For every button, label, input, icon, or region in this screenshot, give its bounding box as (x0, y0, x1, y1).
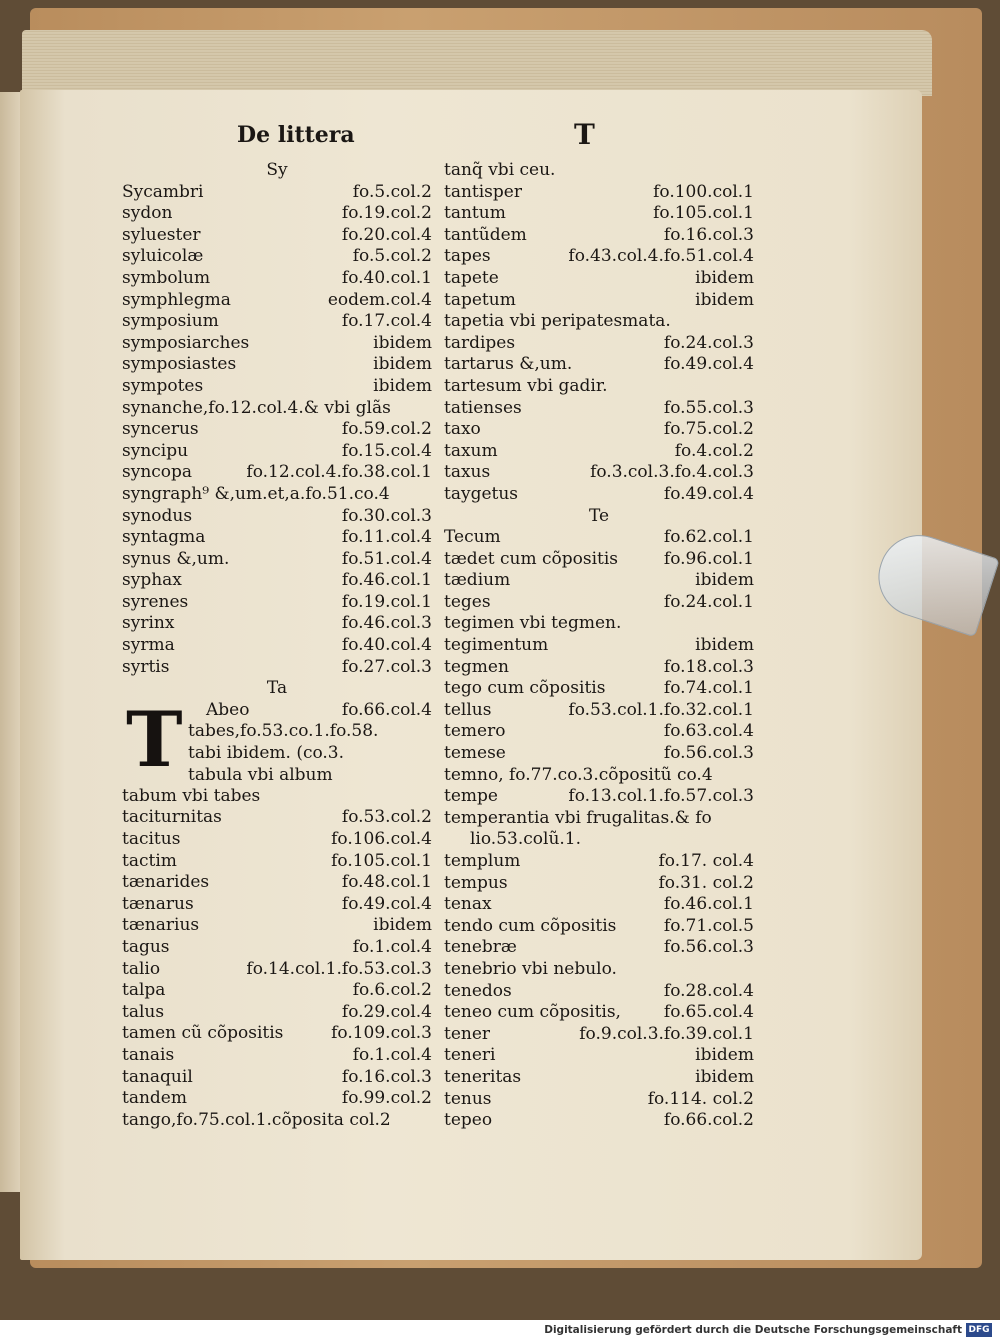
index-entry (122, 1088, 432, 1110)
index-entry (122, 398, 432, 420)
entry-reference: fo.29.col.4 (341, 1001, 432, 1022)
index-entry (122, 1002, 432, 1024)
entry-term: Sycambri (122, 181, 204, 202)
initial-block (122, 694, 432, 786)
entry-term: Tecum (444, 527, 501, 548)
entry-reference: ibidem (695, 289, 754, 310)
entry-reference: fo.75.col.2 (663, 419, 754, 440)
index-entry (122, 851, 432, 873)
entry-term: taxum (444, 440, 498, 461)
index-entry (122, 419, 432, 441)
index-entry (444, 1024, 754, 1046)
entry-reference: fo.1.col.4 (352, 937, 432, 957)
entry-reference: fo.19.col.2 (341, 203, 432, 224)
entry-reference: eodem.col.4 (327, 289, 432, 310)
index-entry (444, 441, 754, 463)
index-entry (444, 354, 754, 376)
entry-reference: fo.56.col.3 (663, 937, 754, 958)
entry-term: taciturnitas (122, 807, 222, 828)
left-column (122, 160, 432, 1131)
entry-term: tenedos (444, 980, 512, 1001)
initial-line: tabes,fo.53.co.1.fo.58. (188, 721, 379, 742)
index-entry (444, 894, 754, 916)
index-entry (122, 354, 432, 376)
entry-term: teneri (444, 1045, 496, 1066)
index-entry (122, 333, 432, 355)
entry-reference: fo.40.col.4 (341, 635, 432, 656)
entry-term: talio (122, 958, 161, 979)
entry-reference: fo.17.col.4 (341, 311, 432, 332)
entry-reference: fo.106.col.4 (331, 829, 432, 850)
entry-reference: fo.18.col.3 (663, 656, 754, 677)
entry-reference: fo.27.col.3 (341, 656, 432, 677)
entry-reference: fo.53.col.1.fo.32.col.1 (568, 699, 754, 720)
initial-line: Abeo (206, 699, 250, 720)
entry-term: temno, fo.77.co.3.cõpositũ co.4 (444, 764, 713, 785)
entry-term: tegimen vbi tegmen. (444, 613, 622, 634)
index-entry (122, 268, 432, 290)
entry-reference: fo.48.col.1 (341, 872, 432, 893)
entry-reference: fo.3.col.3.fo.4.col.3 (590, 462, 754, 483)
index-entry (444, 635, 754, 657)
entry-term: sydon (122, 203, 173, 224)
entry-reference: fo.11.col.4 (341, 527, 432, 548)
index-entry (122, 635, 432, 657)
entry-term: temese (444, 743, 506, 764)
index-entry (122, 311, 432, 333)
index-entry (444, 160, 754, 182)
index-entry (122, 894, 432, 916)
entry-reference: fo.24.col.1 (663, 591, 754, 612)
entry-term: templum (444, 851, 521, 871)
entry-reference: ibidem (373, 915, 432, 936)
entry-term: syluicolæ (122, 246, 204, 267)
index-entry (122, 527, 432, 549)
entry-term: tenus (444, 1088, 492, 1109)
index-entry (444, 873, 754, 895)
index-entry (122, 203, 432, 225)
entry-reference: fo.71.col.5 (663, 915, 754, 936)
running-head-left: De littera (237, 122, 355, 148)
entry-term: Sy (266, 160, 288, 180)
index-entry (122, 959, 432, 981)
entry-term: tenax (444, 894, 492, 915)
index-entry (444, 937, 754, 959)
entry-term: tænarius (122, 915, 200, 936)
entry-reference: fo.13.col.1.fo.57.col.3 (568, 786, 754, 807)
entry-reference: fo.53.col.2 (341, 807, 432, 828)
entry-term: teneritas (444, 1066, 522, 1087)
entry-term: tatienses (444, 397, 522, 418)
index-entry (444, 246, 754, 268)
entry-reference: fo.4.col.2 (674, 440, 754, 461)
entry-term: symposium (122, 311, 219, 332)
entry-term: syrtis (122, 656, 170, 677)
index-entry (122, 506, 432, 528)
entry-term: symphlegma (122, 289, 231, 310)
index-entry (122, 613, 432, 635)
initial-line: tabi ibidem. (co.3. (188, 743, 345, 764)
entry-term: tempe (444, 786, 498, 807)
entry-term: tantũdem (444, 224, 527, 245)
index-entry (444, 765, 754, 787)
entry-term: lio.53.colũ.1. (470, 829, 582, 850)
index-entry (444, 376, 754, 398)
index-entry (444, 981, 754, 1003)
index-entry (444, 808, 754, 830)
entry-term: tapetia vbi peripatesmata. (444, 311, 671, 332)
entry-reference: fo.46.col.1 (341, 570, 432, 591)
entry-reference: fo.5.col.2 (352, 246, 432, 267)
entry-term: teges (444, 591, 491, 612)
index-entry (444, 290, 754, 312)
entry-reference: fo.40.col.1 (341, 267, 432, 288)
entry-term: tanaquil (122, 1066, 193, 1087)
index-entry (444, 657, 754, 679)
entry-reference: ibidem (373, 332, 432, 353)
entry-term: syncerus (122, 419, 199, 440)
entry-term: tellus (444, 699, 492, 720)
entry-reference: ibidem (373, 354, 432, 375)
entry-term: talpa (122, 980, 166, 1001)
entry-reference: fo.49.col.4 (341, 893, 432, 914)
entry-term: syncipu (122, 440, 189, 461)
index-entry (122, 462, 432, 484)
page-edges (22, 30, 932, 96)
index-entry (444, 743, 754, 765)
entry-term: tactim (122, 850, 177, 871)
entry-term: syluester (122, 224, 201, 245)
index-entry (444, 700, 754, 722)
index-entry (122, 441, 432, 463)
index-entry (122, 872, 432, 894)
entry-term: tandem (122, 1088, 187, 1109)
index-entry (444, 1089, 754, 1111)
entry-term: tænarides (122, 872, 210, 893)
entry-reference: fo.114. col.2 (647, 1088, 754, 1109)
entry-term: tapes (444, 246, 491, 267)
entry-reference: ibidem (695, 570, 754, 591)
entry-reference: fo.16.col.3 (663, 224, 754, 245)
index-entry (444, 1110, 754, 1132)
index-entry (122, 592, 432, 614)
index-entry (444, 851, 754, 873)
index-entry (444, 678, 754, 700)
entry-term: syrinx (122, 613, 175, 634)
index-entry (444, 333, 754, 355)
index-entry (122, 1023, 432, 1045)
entry-term: tartesum vbi gadir. (444, 375, 608, 396)
entry-reference: fo.49.col.4 (663, 483, 754, 504)
entry-reference: fo.49.col.4 (663, 354, 754, 375)
initial-line: tabula vbi album (188, 764, 333, 785)
entry-reference: fo.20.col.4 (341, 224, 432, 245)
entry-term: tantum (444, 203, 506, 224)
entry-reference: fo.17. col.4 (658, 851, 754, 871)
entry-reference: fo.14.col.1.fo.53.col.3 (246, 958, 432, 979)
entry-term: temperantia vbi frugalitas.& fo (444, 807, 712, 828)
entry-term: tegimentum (444, 635, 549, 656)
entry-term: tagus (122, 937, 170, 957)
index-entry (444, 570, 754, 592)
entry-reference: fo.12.col.4.fo.38.col.1 (246, 462, 432, 483)
entry-reference: ibidem (695, 635, 754, 656)
entry-term: tamen cũ cõpositis (122, 1023, 284, 1044)
index-entry (444, 592, 754, 614)
index-entry (122, 1045, 432, 1067)
entry-reference: fo.43.col.4.fo.51.col.4 (568, 246, 754, 267)
entry-reference: fo.66.col.2 (663, 1110, 754, 1131)
index-entry (122, 225, 432, 247)
entry-reference: fo.5.col.2 (352, 181, 432, 202)
section-heading (444, 506, 754, 528)
index-entry (122, 246, 432, 268)
index-entry (444, 203, 754, 225)
index-entry (444, 462, 754, 484)
index-entry (444, 549, 754, 571)
entry-reference: fo.109.col.3 (331, 1023, 432, 1044)
entry-term: tænarus (122, 893, 194, 914)
entry-term: tartarus &,um. (444, 354, 573, 375)
entry-term: tabum vbi tabes (122, 785, 261, 806)
drop-cap-initial: T (126, 694, 183, 784)
entry-term: taxo (444, 419, 481, 440)
entry-term: taxus (444, 462, 491, 483)
index-entry (444, 1002, 754, 1024)
entry-reference: fo.24.col.3 (663, 332, 754, 353)
index-entry (122, 376, 432, 398)
index-entry (444, 959, 754, 981)
entry-term: tantisper (444, 181, 522, 202)
index-entry (122, 829, 432, 851)
index-entry (122, 182, 432, 204)
entry-term: tepeo (444, 1110, 493, 1131)
entry-term: symposiarches (122, 332, 250, 353)
entry-term: tapete (444, 267, 499, 288)
index-entry (122, 807, 432, 829)
entry-reference: fo.55.col.3 (663, 397, 754, 418)
index-entry (444, 721, 754, 743)
index-entry (122, 1067, 432, 1089)
entry-term: syntagma (122, 527, 206, 548)
entry-term: tango,fo.75.col.1.cõposita col.2 (122, 1109, 391, 1130)
entry-term: symposiastes (122, 354, 237, 375)
index-entry (122, 549, 432, 571)
entry-term: tener (444, 1023, 491, 1044)
entry-term: syngraph⁹ &,um.et,a.fo.51.co.4 (122, 483, 390, 504)
index-entry (444, 419, 754, 441)
entry-term: tego cum cõpositis (444, 678, 606, 699)
entry-reference: fo.30.col.3 (341, 505, 432, 526)
entry-reference: fo.31. col.2 (658, 872, 754, 893)
footer-bar (0, 1320, 1000, 1341)
entry-reference: fo.16.col.3 (341, 1066, 432, 1087)
index-entry (122, 657, 432, 679)
entry-reference: fo.1.col.4 (352, 1044, 432, 1065)
index-entry (444, 268, 754, 290)
index-entry (122, 570, 432, 592)
entry-term: synodus (122, 505, 193, 526)
entry-term: syrma (122, 635, 175, 656)
index-entry (122, 1110, 432, 1132)
entry-term: tendo cum cõpositis (444, 915, 617, 936)
entry-term: tegmen (444, 656, 509, 677)
entry-reference: fo.96.col.1 (663, 548, 754, 569)
index-entry (444, 484, 754, 506)
entry-reference: fo.105.col.1 (331, 850, 432, 871)
index-entry (444, 398, 754, 420)
entry-reference: ibidem (373, 375, 432, 396)
index-entry (122, 980, 432, 1002)
entry-term: talus (122, 1001, 165, 1022)
index-entry (122, 786, 432, 808)
entry-reference: ibidem (695, 267, 754, 288)
entry-term: tapetum (444, 289, 516, 310)
index-entry (444, 527, 754, 549)
entry-reference: fo.63.col.4 (663, 721, 754, 742)
entry-term: tædium (444, 570, 511, 591)
entry-term: tacitus (122, 829, 181, 850)
entry-reference: fo.66.col.4 (341, 699, 432, 720)
entry-reference: fo.105.col.1 (653, 203, 754, 224)
entry-reference: fo.62.col.1 (663, 527, 754, 548)
index-entry (444, 829, 754, 851)
entry-term: teneo cum cõpositis, (444, 1002, 621, 1023)
index-entry (444, 311, 754, 333)
entry-reference: fo.59.col.2 (341, 419, 432, 440)
footer-credit: Digitalisierung gefördert durch die Deutsche Forschungsgemeinschaft (544, 1324, 962, 1336)
entry-reference: fo.46.col.1 (663, 894, 754, 915)
index-entry (122, 937, 432, 959)
entry-term: temero (444, 721, 506, 742)
entry-term: symbolum (122, 267, 211, 288)
entry-term: sympotes (122, 375, 204, 396)
right-column (444, 160, 754, 1132)
entry-reference: fo.65.col.4 (663, 1002, 754, 1023)
entry-term: tenebrio vbi nebulo. (444, 958, 617, 979)
entry-term: tanais (122, 1044, 175, 1065)
dfg-logo: DFG (966, 1323, 992, 1337)
index-entry (444, 786, 754, 808)
entry-reference: fo.28.col.4 (663, 980, 754, 1001)
entry-reference: ibidem (695, 1066, 754, 1087)
entry-reference: fo.100.col.1 (653, 181, 754, 202)
entry-term: syncopa (122, 462, 193, 483)
entry-term: tenebræ (444, 937, 517, 958)
index-entry (444, 225, 754, 247)
entry-reference: fo.74.col.1 (663, 678, 754, 699)
entry-term: tædet cum cõpositis (444, 548, 619, 569)
entry-term: syphax (122, 570, 182, 591)
entry-term: synus &,um. (122, 548, 230, 569)
entry-term: tanq̃ vbi ceu. (444, 160, 556, 180)
entry-term: taygetus (444, 483, 519, 504)
entry-reference: fo.6.col.2 (352, 980, 432, 1001)
entry-reference: fo.99.col.2 (341, 1088, 432, 1109)
entry-term: tempus (444, 872, 508, 893)
entry-term: syrenes (122, 591, 189, 612)
entry-reference: fo.51.col.4 (341, 548, 432, 569)
entry-reference: fo.9.col.3.fo.39.col.1 (579, 1023, 754, 1044)
index-entry (122, 290, 432, 312)
index-entry (444, 613, 754, 635)
entry-term: Ta (266, 678, 288, 699)
section-heading (122, 160, 432, 182)
entry-reference: fo.19.col.1 (341, 591, 432, 612)
entry-term: Te (588, 505, 610, 526)
running-head-right: T (574, 118, 595, 151)
index-entry (444, 1045, 754, 1067)
entry-term: synanche,fo.12.col.4.& vbi glãs (122, 397, 391, 418)
entry-reference: fo.15.col.4 (341, 440, 432, 461)
index-entry (122, 484, 432, 506)
entry-reference: fo.46.col.3 (341, 613, 432, 634)
entry-reference: fo.56.col.3 (663, 743, 754, 764)
entry-term: tardipes (444, 332, 516, 353)
index-entry (122, 915, 432, 937)
index-entry (444, 916, 754, 938)
entry-reference: ibidem (695, 1045, 754, 1066)
index-entry (444, 182, 754, 204)
index-entry (444, 1067, 754, 1089)
